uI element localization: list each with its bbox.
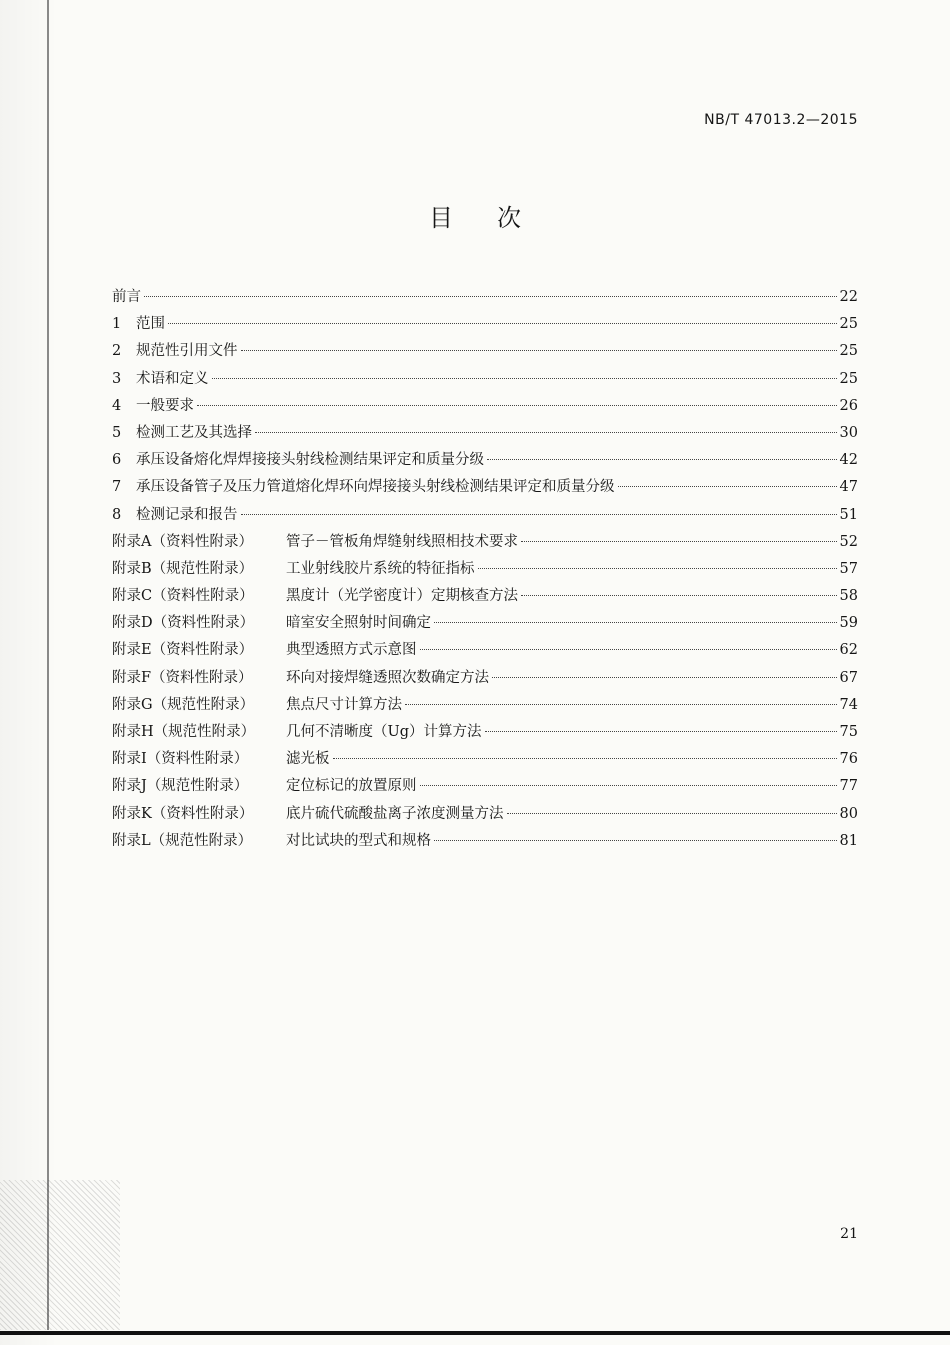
toc-label: 规范性引用文件	[136, 343, 238, 360]
toc-appendix-id: 附录E（资料性附录）	[112, 642, 254, 659]
toc-number: 7	[112, 479, 122, 496]
toc-page: 80	[839, 805, 858, 822]
toc-appendix-id: 附录D（资料性附录）	[112, 615, 255, 632]
toc-leader	[434, 840, 837, 841]
toc-appendix-id: 附录G（规范性附录）	[112, 696, 255, 713]
toc-label: 几何不清晰度（Ug）计算方法	[286, 724, 482, 740]
toc-number: 1	[112, 316, 122, 333]
toc-row-appendix[interactable]	[112, 584, 858, 611]
toc-label: 承压设备熔化焊焊接接头射线检测结果评定和质量分级	[136, 452, 484, 469]
toc-page: 76	[839, 751, 858, 768]
toc-appendix-id: 附录H（规范性附录）	[112, 724, 256, 740]
toc-leader	[168, 323, 837, 324]
toc-leader	[255, 432, 837, 433]
toc-leader	[434, 622, 837, 623]
toc-leader	[478, 568, 837, 569]
toc-row-appendix[interactable]	[112, 611, 858, 638]
scan-bottom-edge	[0, 1331, 950, 1335]
toc-label: 对比试块的型式和规格	[286, 832, 431, 849]
toc-leader	[521, 595, 837, 596]
document-code: NB/T 47013.2—2015	[704, 112, 858, 128]
toc-appendix-id: 附录B（规范性附录）	[112, 560, 254, 577]
toc-page: 25	[839, 343, 858, 360]
toc-leader	[333, 758, 837, 759]
toc-label: 黑度计（光学密度计）定期核查方法	[286, 588, 518, 605]
toc-leader	[405, 704, 837, 705]
toc-leader	[420, 649, 837, 650]
toc-label: 定位标记的放置原则	[286, 778, 417, 795]
toc-row-appendix[interactable]	[112, 693, 858, 720]
toc-label: 暗室安全照射时间确定	[286, 615, 431, 632]
scan-noise	[0, 1180, 120, 1330]
toc-leader	[485, 731, 837, 732]
toc-number: 2	[112, 343, 122, 360]
toc-number: 5	[112, 424, 122, 441]
toc-label: 底片硫代硫酸盐离子浓度测量方法	[286, 805, 504, 822]
toc-page: 26	[839, 397, 858, 414]
toc-label: 一般要求	[136, 397, 194, 414]
toc-page: 67	[839, 669, 858, 686]
toc-page: 51	[839, 506, 858, 523]
toc-appendix-id: 附录L（规范性附录）	[112, 832, 253, 849]
toc-page: 25	[839, 316, 858, 333]
toc-page: 77	[839, 778, 858, 795]
toc-number: 3	[112, 370, 122, 387]
page-number: 21	[840, 1226, 858, 1242]
toc-page: 42	[839, 452, 858, 469]
toc-label: 环向对接焊缝透照次数确定方法	[286, 669, 489, 686]
toc-leader	[212, 378, 837, 379]
toc-label: 承压设备管子及压力管道熔化焊环向焊接接头射线检测结果评定和质量分级	[136, 479, 615, 496]
toc-leader	[487, 459, 837, 460]
toc-row-section[interactable]	[112, 421, 858, 448]
toc-appendix-id: 附录K（资料性附录）	[112, 805, 254, 822]
toc-page: 58	[839, 588, 858, 605]
toc-label: 管子－管板角焊缝射线照相技术要求	[286, 533, 518, 550]
toc-label: 检测工艺及其选择	[136, 424, 252, 441]
toc-number: 4	[112, 397, 122, 414]
toc-row-appendix[interactable]	[112, 829, 858, 856]
toc-row-preface[interactable]	[112, 285, 858, 312]
toc-appendix-id: 附录A（资料性附录）	[112, 533, 253, 550]
toc-page: 57	[839, 560, 858, 577]
toc-leader	[241, 350, 837, 351]
toc-number: 8	[112, 506, 122, 523]
toc-row-section[interactable]	[112, 339, 858, 366]
toc-page: 30	[839, 424, 858, 441]
table-of-contents	[112, 285, 858, 856]
toc-row-section[interactable]	[112, 475, 858, 502]
toc-row-appendix[interactable]	[112, 638, 858, 665]
toc-page: 74	[839, 696, 858, 713]
toc-leader	[507, 813, 837, 814]
toc-leader	[197, 405, 837, 406]
toc-label: 术语和定义	[136, 370, 209, 387]
toc-page: 52	[839, 533, 858, 550]
toc-leader	[492, 677, 837, 678]
toc-appendix-id: 附录J（规范性附录）	[112, 778, 249, 795]
toc-label: 典型透照方式示意图	[286, 642, 417, 659]
toc-row-appendix[interactable]	[112, 666, 858, 693]
toc-label: 前言	[112, 289, 141, 305]
page-title: 目次	[429, 204, 565, 232]
toc-label: 范围	[136, 316, 165, 333]
toc-appendix-id: 附录C（资料性附录）	[112, 588, 254, 605]
toc-row-section[interactable]	[112, 394, 858, 421]
toc-page: 81	[839, 832, 858, 849]
toc-page: 62	[839, 642, 858, 659]
toc-label: 工业射线胶片系统的特征指标	[286, 560, 475, 577]
toc-row-section[interactable]	[112, 448, 858, 475]
toc-label: 焦点尺寸计算方法	[286, 696, 402, 713]
toc-leader	[618, 486, 837, 487]
toc-row-appendix[interactable]	[112, 557, 858, 584]
toc-leader	[241, 514, 837, 515]
toc-row-appendix[interactable]	[112, 530, 858, 557]
toc-appendix-id: 附录I（资料性附录）	[112, 751, 249, 768]
toc-page: 75	[839, 724, 858, 740]
toc-row-appendix[interactable]	[112, 720, 858, 747]
toc-page: 22	[839, 289, 858, 305]
toc-row-appendix[interactable]	[112, 802, 858, 829]
toc-label: 检测记录和报告	[136, 506, 238, 523]
toc-row-section[interactable]	[112, 503, 858, 530]
toc-label: 滤光板	[286, 751, 330, 768]
toc-page: 25	[839, 370, 858, 387]
toc-leader	[521, 541, 837, 542]
toc-row-section[interactable]	[112, 367, 858, 394]
toc-row-appendix[interactable]	[112, 747, 858, 774]
toc-appendix-id: 附录F（资料性附录）	[112, 669, 253, 686]
toc-page: 47	[839, 479, 858, 496]
toc-leader	[144, 296, 837, 297]
toc-leader	[420, 785, 837, 786]
toc-row-appendix[interactable]	[112, 774, 858, 801]
toc-page: 59	[839, 615, 858, 632]
toc-number: 6	[112, 452, 122, 469]
toc-row-section[interactable]	[112, 312, 858, 339]
